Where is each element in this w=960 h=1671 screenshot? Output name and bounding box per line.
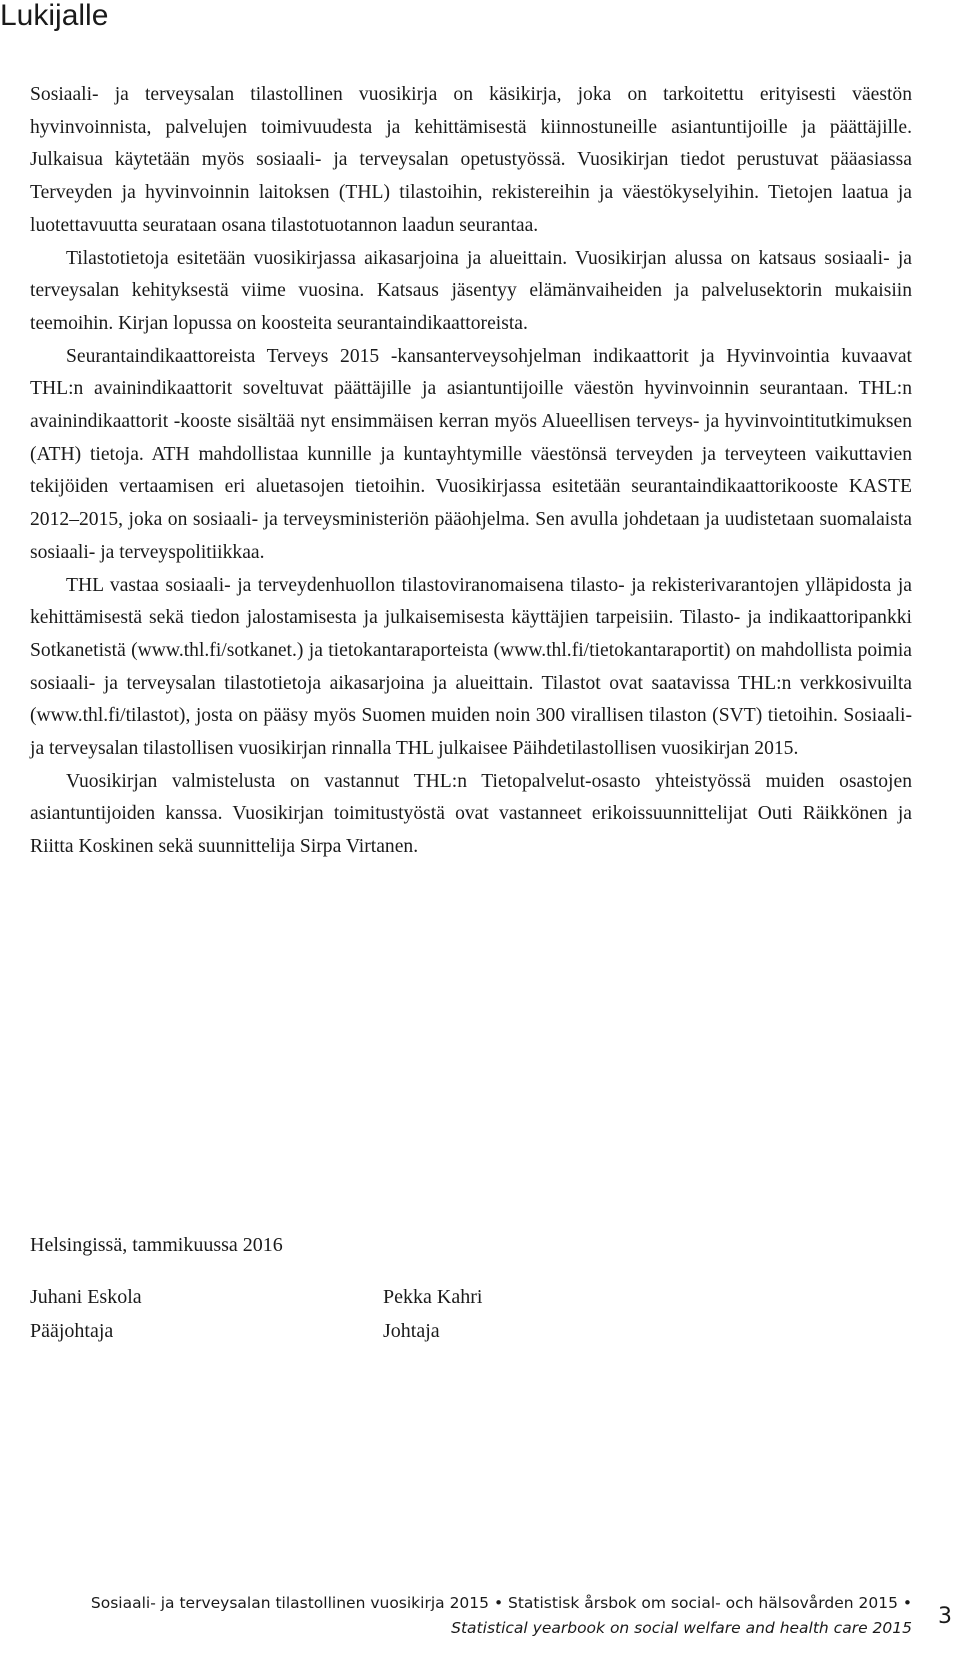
signer-2-name: Pekka Kahri <box>383 1286 483 1308</box>
paragraph-intro: Sosiaali- ja terveysalan tilastollinen vuosikirja on käsikirja, joka on tarkoitettu erityisesti väestön hyvinvoinnista, palvelujen toimivuudesta ja kehittämisestä kiinnostuneille asiantuntijoille ja päättäjille. Julkaisua käytetään myös sosiaali- ja terveysalan opetustyössä. Vuosikirjan tiedot perustuvat pääasiassa Terveyden ja hyvinvoinnin laitoksen (THL) tilastoihin, rekistereihin ja väestökyselyihin. Tietojen laatua ja luotettavuutta seurataan osana tilastotuotannon laadun seurantaa. <box>30 84 912 236</box>
signature-row <box>30 1280 912 1348</box>
paragraph-thl-role: THL vastaa sosiaali- ja terveydenhuollon tilastoviranomaisena tilasto- ja rekisterivarantojen ylläpidosta ja kehittämisestä sekä tiedon jalostamisesta ja julkaisemisesta käyttäjien tarpeisiin. Tilasto- ja indikaattoripankki Sotkanetistä (www.thl.fi/sotkanet.) ja tietokantaraporteista (www.thl.fi/tietokantaraportit) on mahdollista poimia sosiaali- ja terveysalan tilastotietoja aikasarjoina ja alueittain. Tilastot ovat saatavissa THL:n verkkosivuilta (www.thl.fi/tilastot), josta on pääsy myös Suomen muiden noin 300 virallisen tilaston (SVT) tietoihin. Sosiaali- ja terveysalan tilastollisen vuosikirjan rinnalla THL julkaisee Päihdetilastollisen vuosikirjan 2015. <box>30 574 912 760</box>
paragraph-editors: Vuosikirjan valmistelusta on vastannut THL:n Tietopalvelut-osasto yhteistyössä muiden osastojen asiantuntijoiden kanssa. Vuosikirjan toimitustyöstä ovat vastanneet erikoissuunnittelijat Outi Räikkönen ja Riitta Koskinen sekä suunnittelija Sirpa Virtanen. <box>30 770 912 858</box>
signer-2-role: Johtaja <box>383 1320 440 1342</box>
page-footer <box>62 1591 912 1641</box>
footer-title-line-2: Statistical yearbook on social welfare and health care 2015 <box>451 1619 912 1637</box>
footer-title-line-1: Sosiaali- ja terveysalan tilastollinen vuosikirja 2015 • Statistisk årsbok om social- och hälsovården 2015 • <box>90 1594 912 1612</box>
signer-1-name: Juhani Eskola <box>30 1286 142 1308</box>
signature-block <box>30 1228 912 1348</box>
signer-1-role: Pääjohtaja <box>30 1320 114 1342</box>
page-number: 3 <box>938 1604 952 1629</box>
body-text <box>30 79 912 864</box>
signer-2 <box>383 1280 482 1348</box>
page-title: Lukijalle <box>0 0 109 32</box>
paragraph-timeseries: Tilastotietoja esitetään vuosikirjassa aikasarjoina ja alueittain. Vuosikirjan alussa on katsaus sosiaali- ja terveysalan kehityksestä viime vuosina. Katsaus jäsentyy elämänvaiheiden ja palvelusektorin mukaisiin teemoihin. Kirjan lopussa on koosteita seurantaindikaattoreista. <box>30 247 912 334</box>
paragraph-indicators: Seurantaindikaattoreista Terveys 2015 -kansanterveysohjelman indikaattorit ja Hyvinvointia kuvaavat THL:n avainindikaattorit soveltuvat päättäjille ja asiantuntijoille väestön hyvinvoinnin seurantaan. THL:n avainindikaattorit -kooste sisältää nyt ensimmäisen kerran myös Alueellisen terveys- ja hyvinvointitutkimuksen (ATH) tietoja. ATH mahdollistaa kunnille ja kuntayhtymille väestönsä terveyden ja terveyteen vaikuttavien tekijöiden vertaamisen eri aluetasojen tietoihin. Vuosikirjassa esitetään seurantaindikaattorikooste KASTE 2012–2015, joka on sosiaali- ja terveysministeriön pääohjelma. Sen avulla johdetaan ja uudistetaan suomalaista sosiaali- ja terveyspolitiikkaa. <box>30 345 912 563</box>
signer-1 <box>30 1280 383 1348</box>
signature-place-date: Helsingissä, tammikuussa 2016 <box>30 1234 283 1256</box>
